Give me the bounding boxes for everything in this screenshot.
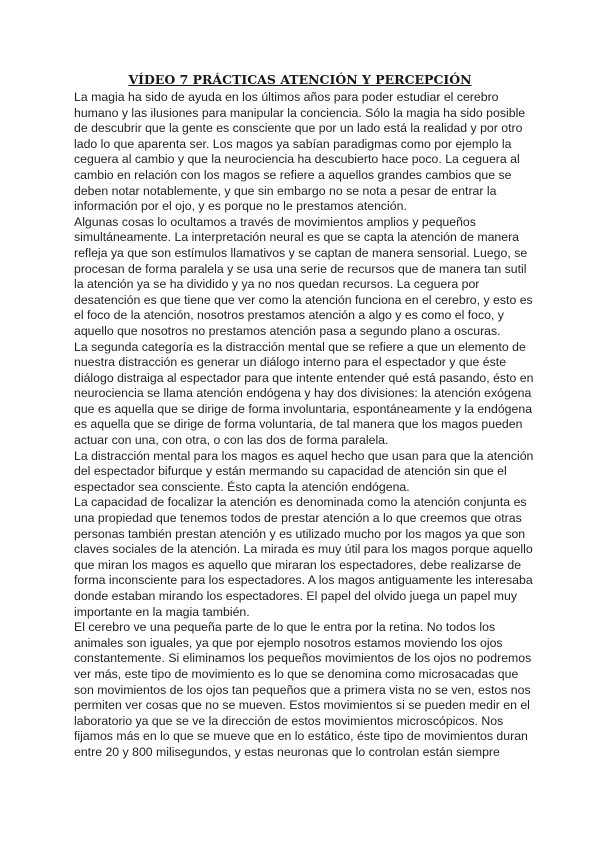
paragraph bbox=[74, 620, 532, 760]
paragraph bbox=[74, 448, 534, 496]
text-line: neurociencia se llama atención endógena y hay dos divisiones: la atención exógena bbox=[74, 386, 532, 401]
page-title bbox=[0, 72, 600, 88]
text-line: laboratorio ya que se ve la dirección de estos movimientos microscópicos. Nos bbox=[74, 713, 504, 728]
text-line: constantemente. Si eliminamos los pequeños movimientos de los ojos no podremos bbox=[74, 651, 532, 666]
text-line: el foco de la atención, nosotros prestamos atención a algo y es como el foco, y bbox=[74, 308, 504, 323]
paragraph bbox=[74, 214, 533, 340]
text-line: importante en la magia también. bbox=[74, 604, 250, 619]
paragraph bbox=[74, 495, 533, 620]
text-line: animales son iguales, ya que por ejemplo nosotros estamos moviendo los ojos bbox=[74, 635, 503, 650]
text-line: es aquella que se dirige de forma voluntaria, de tal manera que los magos pueden bbox=[74, 417, 523, 432]
text-line: una propiedad que tenemos todos de prestar atención a lo que creemos que otras bbox=[74, 511, 522, 526]
text-line: desatención es que tiene que ver como la atención funciona en el cerebro, y esto es bbox=[74, 292, 533, 307]
paragraph bbox=[74, 90, 528, 215]
text-line: Algunas cosas lo ocultamos a través de movimientos amplios y pequeños bbox=[74, 214, 476, 229]
text-line: La magia ha sido de ayuda en los últimos años para poder estudiar el cerebro bbox=[74, 90, 499, 104]
text-line: La capacidad de focalizar la atención es denominada como la atención conjunta es bbox=[74, 495, 527, 510]
text-line: forma inconsciente para los espectadores. A los magos antiguamente les interesaba bbox=[74, 573, 533, 588]
text-line: La segunda categoría es la distracción mental que se refiere a que un elemento de bbox=[74, 339, 526, 354]
text-line: permiten ver cosas que no se mueven. Estos movimientos si se pueden medir en el bbox=[74, 698, 530, 713]
text-line: de descubrir que la gente es consciente que por un lado está la realidad y por otro bbox=[74, 121, 523, 136]
text-line: personas también prestan atención y es utilizado mucho por los magos ya que son bbox=[74, 526, 526, 541]
text-line: refleja ya que son estímulos llamativos y se captan de manera sensorial. Luego, se bbox=[74, 245, 528, 260]
text-line: que es aquella que se dirige de forma involuntaria, espontáneamente y la endógena bbox=[74, 401, 533, 416]
text-line: cambio en relación con los magos se refiere a aquellos grandes cambios que se bbox=[74, 167, 512, 182]
text-line: procesan de forma paralela y se usa una serie de recursos que de manera tan sutil bbox=[74, 261, 527, 276]
text-line: información por el ojo, y es porque no le prestamos atención. bbox=[74, 199, 407, 214]
text-line: La distracción mental para los magos es aquel hecho que usan para que la atención bbox=[74, 448, 534, 463]
text-line: fijamos más en lo que se mueve que en lo estático, éste tipo de movimientos duran bbox=[74, 729, 528, 744]
paragraph bbox=[74, 339, 534, 449]
text-line: El cerebro ve una pequeña parte de lo que le entra por la retina. No todos los bbox=[74, 620, 496, 635]
text-line: que miran los magos es aquello que miraran los espectadores, debe realizarse de bbox=[74, 557, 522, 572]
text-line: simultáneamente. La interpretación neural es que se capta la atención de manera bbox=[74, 230, 520, 245]
text-line: entre 20 y 800 milisegundos, y estas neuronas que lo controlan están siempre bbox=[74, 744, 500, 759]
document-body bbox=[74, 90, 534, 761]
text-line: actuar con una, con otra, o con las dos de forma paralela. bbox=[74, 433, 389, 448]
text-line: ceguera al cambio y que la neurociencia ha descubierto hace poco. La ceguera al bbox=[74, 152, 520, 167]
text-line: aquello que nosotros no prestamos atención pasa a segundo plano a oscuras. bbox=[74, 323, 501, 338]
text-line: lado lo que aparenta ser. Los magos ya sabían paradigmas como por ejemplo la bbox=[74, 136, 512, 151]
text-line: la atención ya se ha dividido y ya no nos quedan recursos. La ceguera por bbox=[74, 277, 480, 292]
text-line: claves sociales de la atención. La mirada es muy útil para los magos porque aquello bbox=[74, 542, 533, 557]
text-line: del espectador bifurque y están mermando su capacidad de atención sin que el bbox=[74, 464, 507, 479]
page-title-text: VÍDEO 7 PRÁCTICAS ATENCIÓN Y PERCEPCIÓN bbox=[128, 72, 472, 87]
text-line: son movimientos de los ojos tan pequeños que a primera vista no se ven, estos nos bbox=[74, 682, 531, 697]
text-line: deben notar notablemente, y que sin embargo no se nota a pesar de entrar la bbox=[74, 183, 497, 198]
text-line: donde estaban mirando los espectadores. El papel del olvido juega un papel muy bbox=[74, 589, 517, 603]
text-line: espectador sea consciente. Ésto capta la atención endógena. bbox=[74, 479, 410, 494]
text-line: nuestra distracción es generar un diálogo interno para el espectador y que éste bbox=[74, 355, 507, 370]
text-line: diálogo distraiga al espectador para que intente entender qué está pasando, ésto en bbox=[74, 370, 534, 385]
text-line: ver más, este tipo de movimiento es lo que se denomina como microsacadas que bbox=[74, 666, 519, 681]
text-line: humano y las ilusiones para manipular la conciencia. Sólo la magia ha sido posible bbox=[74, 105, 526, 120]
